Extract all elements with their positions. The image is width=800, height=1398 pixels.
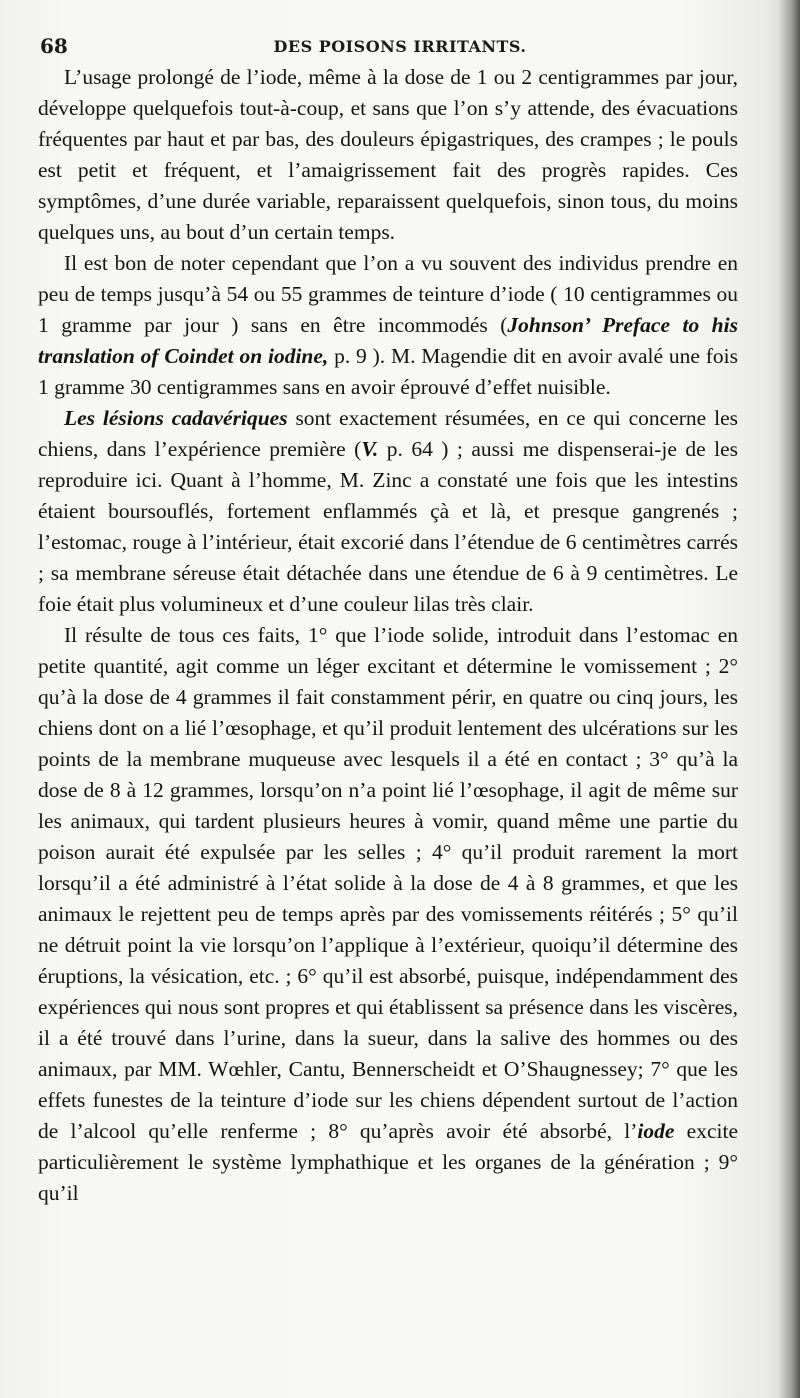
page-number: 68 (40, 34, 68, 58)
paragraph-2 (38, 248, 738, 403)
paragraph-1-text: L’usage prolongé de l’iode, même à la dose de 1 ou 2 centigrammes par jour, développe quelquefois tout-à-coup, et sans que l’on s’y attende, des évacuations fréquentes par haut et par bas, des douleurs épigastriques, des crampes ; le pouls est petit et fréquent, et l’amaigrissement fait des progrès rapides. Ces symptômes, d’une durée variable, reparaissent quelquefois, sinon tous, du moins quelques uns, au bout d’un certain temps. (38, 65, 738, 244)
running-title: DES POISONS IRRITANTS. (273, 37, 527, 56)
paragraph-4-text-b: excite particulièrement le système lymphathique et les organes de la génération ; 9° qu’il (38, 1119, 739, 1205)
citation-title: Johnson’ Preface to his translation of Coindet on iodine, (38, 313, 738, 368)
paragraph-2-text-a: Il est bon de noter cependant que l’on a vu souvent des individus prendre en peu de temps jusqu’à 54 ou 55 grammes de teinture d’iode ( 10 centigrammes ou 1 gramme par jour ) sans en être incommodés ( (38, 251, 738, 337)
paragraph-1 (38, 62, 738, 248)
section-lead-phrase: Les lésions cadavériques (64, 406, 288, 430)
paragraph-3-text-a: sont exactement résumées, en ce qui concerne les chiens, dans l’expérience première ( (38, 406, 738, 461)
cross-reference: V. (361, 437, 379, 461)
italic-term: iode (637, 1119, 675, 1143)
paragraph-4 (38, 620, 738, 1209)
paragraph-3 (38, 403, 738, 620)
paragraph-2-text-b: p. 9 ). M. Magendie dit en avoir avalé une fois 1 gramme 30 centigrammes sans en avoir éprouvé d’effet nuisible. (38, 344, 738, 399)
paragraph-3-text-b: p. 64 ) ; aussi me dispenserai-je de les reproduire ici. Quant à l’homme, M. Zinc a constaté une fois que les intestins étaient boursouflés, fortement enflammés çà et là, et presque gangrenés ; l’estomac, rouge à l’intérieur, était excorié dans l’étendue de 6 centimètres carrés ; sa membrane séreuse était détachée dans une étendue de 6 à 9 centimètres. Le foie était plus volumineux et d’une couleur lilas très clair. (38, 437, 738, 616)
page-header (40, 34, 740, 62)
paragraph-4-text-a: Il résulte de tous ces faits, 1° que l’iode solide, introduit dans l’estomac en petite quantité, agit comme un léger excitant et détermine le vomissement ; 2° qu’à la dose de 4 grammes il fait constamment périr, en quatre ou cinq jours, les chiens dont on a lié l’œsophage, et qu’il produit lentement des ulcérations sur les points de la membrane muqueuse avec lesquels il a été en contact ; 3° qu’à la dose de 8 à 12 grammes, lorsqu’on n’a point lié l’œsophage, il agit de même sur les animaux, qui tardent plusieurs heures à vomir, quand même une partie du poison aurait été expulsée par les selles ; 4° qu’il produit rarement la mort lorsqu’il a été administré à l’état solide à la dose de 4 à 8 grammes, et que les animaux le rejettent peu de temps après par des vomissements réitérés ; 5° qu’il ne détruit point la vie lorsqu’on l’applique à l’extérieur, quoiqu’il détermine des éruptions, la vésication, etc. ; 6° qu’il est absorbé, puisque, indépendamment des expériences qui nous sont propres et qui établissent sa présence dans les viscères, il a été trouvé dans l’urine, dans la sueur, dans la salive des hommes ou des animaux, par MM. Wœhler, Cantu, Bennerscheidt et O’Shaugnessey; 7° que les effets funestes de la teinture d’iode sur les chiens dépendent surtout de l’action de l’alcool qu’elle renferme ; 8° qu’après avoir été absorbé, l’ (38, 623, 738, 1143)
page-gutter-shadow (778, 0, 800, 1398)
body-text (38, 62, 738, 1209)
